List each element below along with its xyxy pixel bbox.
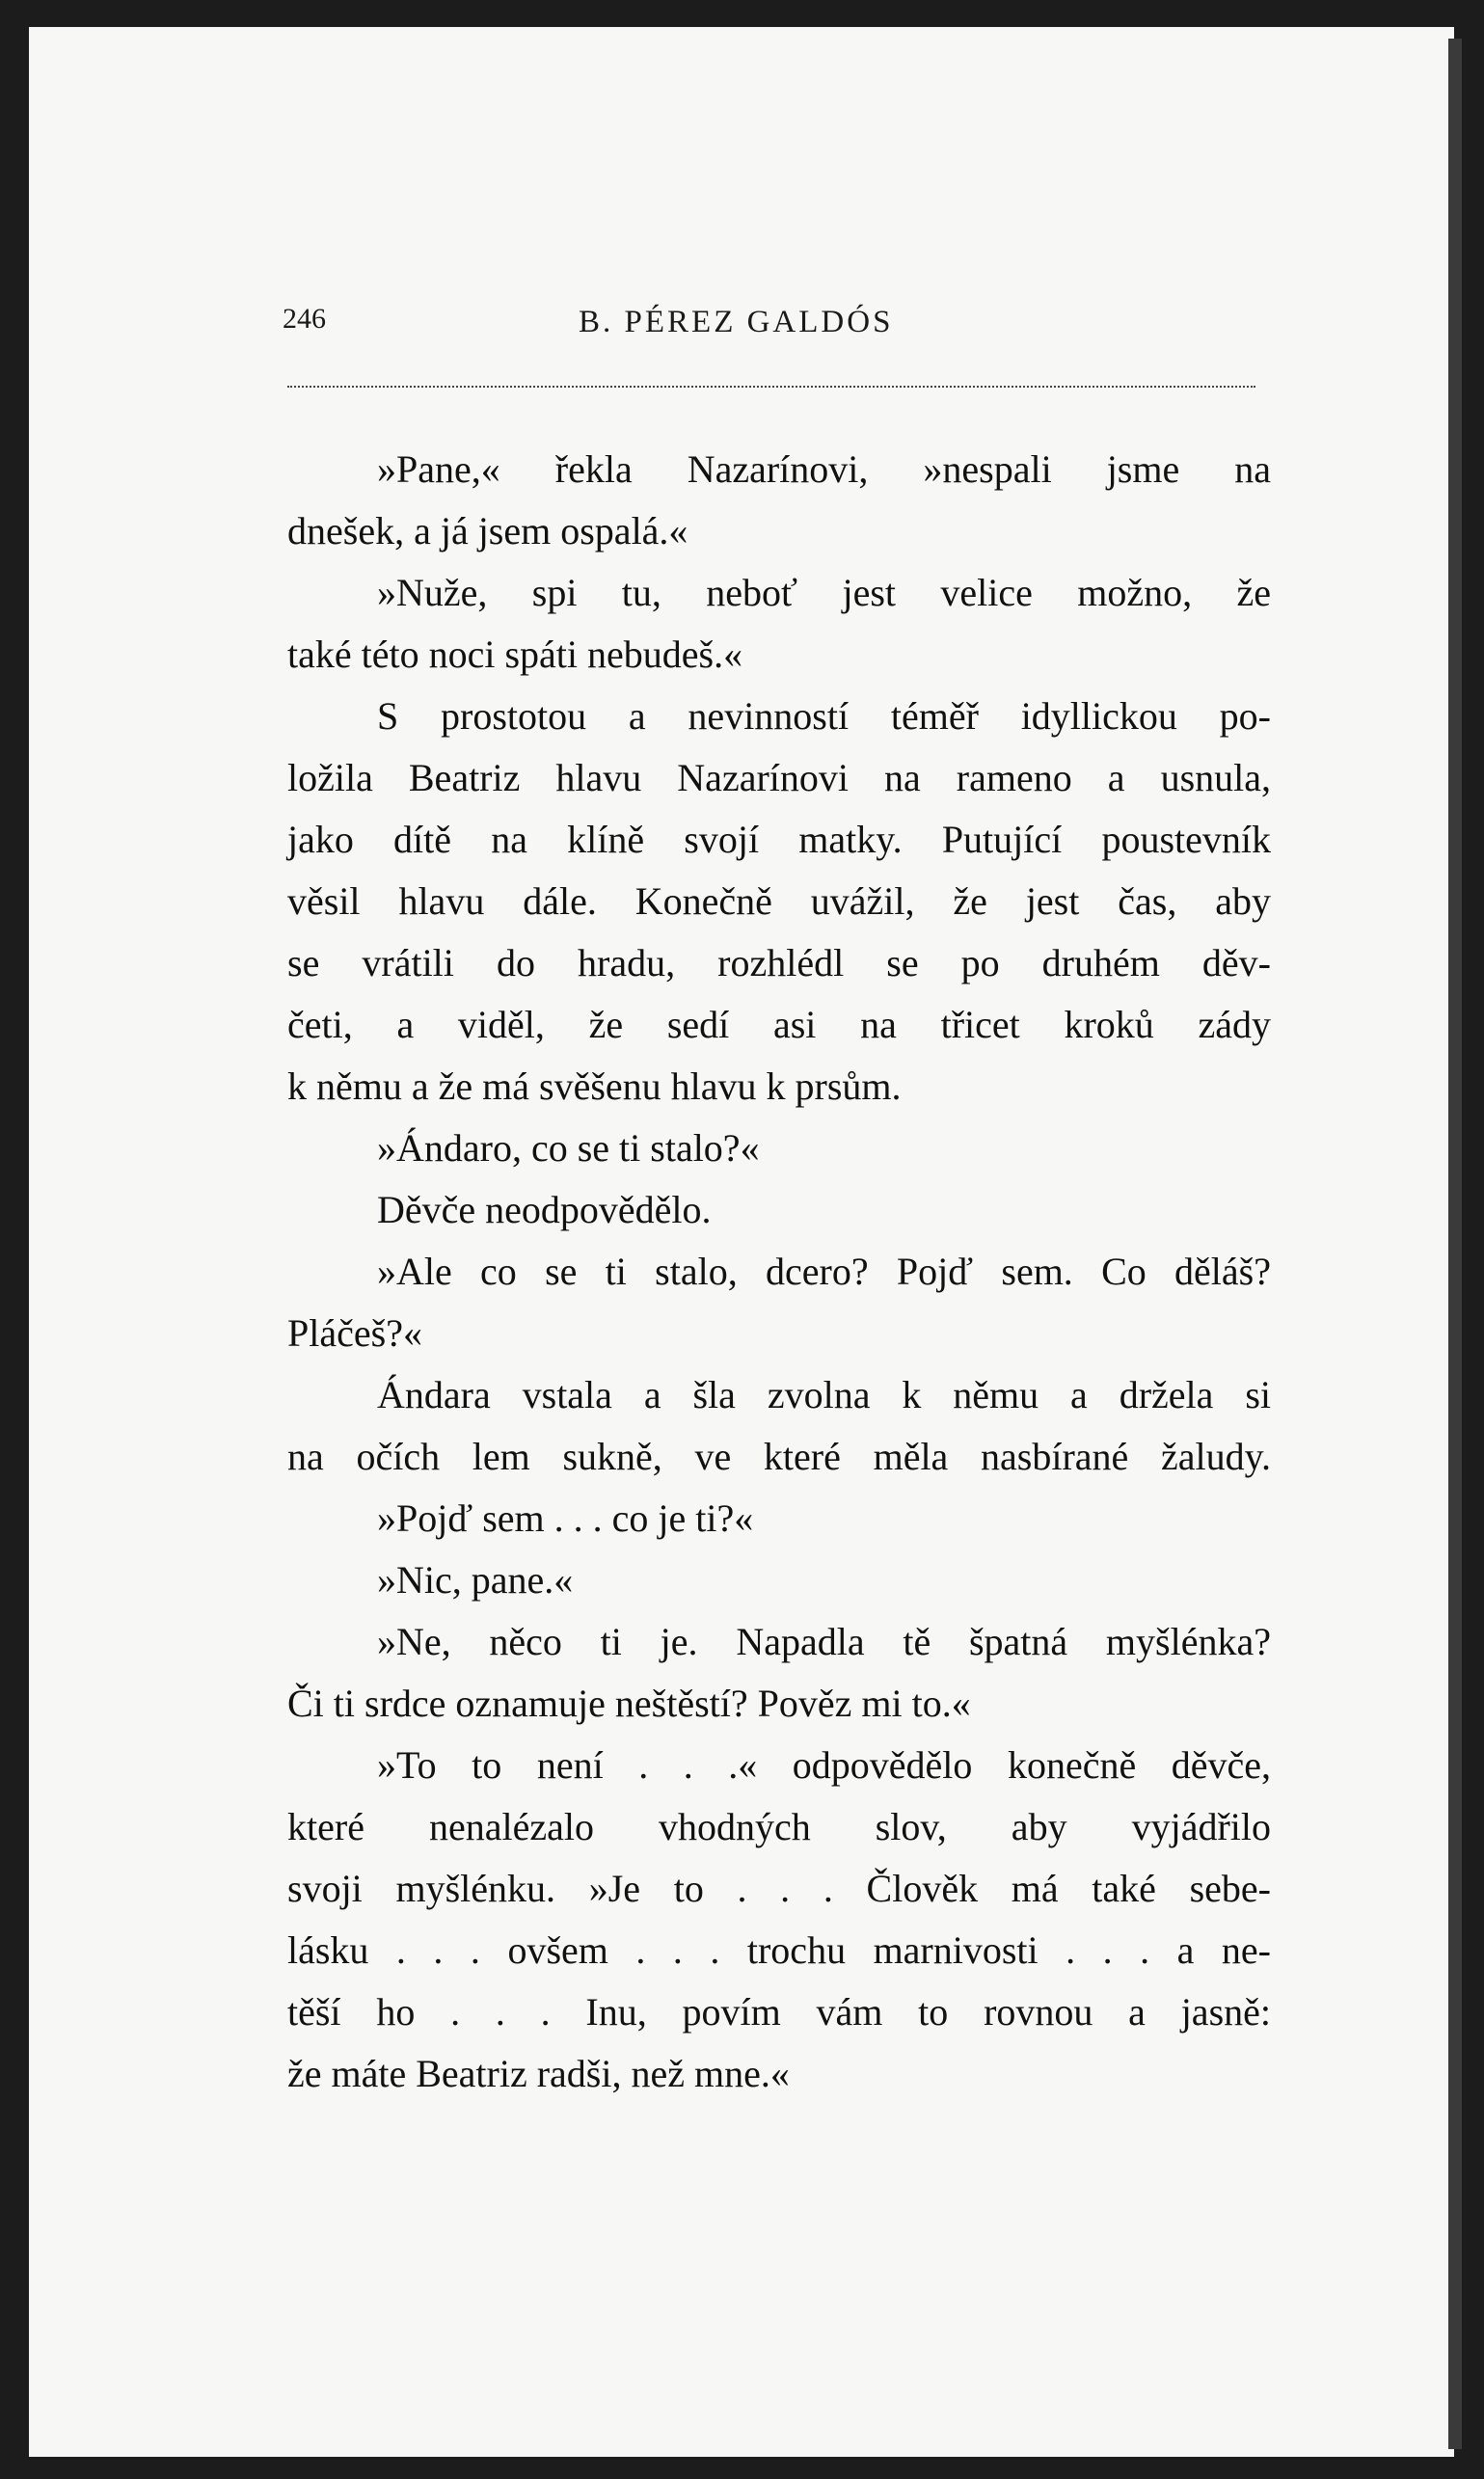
text-line: k němu a že má svěšenu hlavu k prsům. (287, 1064, 902, 1108)
text-line: se vrátili do hradu, rozhlédl se po druhém děv- (287, 941, 1271, 984)
text-line: svoji myšlénku. »Je to . . . Člověk má také sebe- (287, 1867, 1271, 1910)
page-number: 246 (283, 303, 326, 335)
text-line: četi, a viděl, že sedí asi na třicet kroků zády (287, 1003, 1271, 1046)
header-rule (287, 386, 1255, 388)
text-line: »Pane,« řekla Nazarínovi, »nespali jsme na (377, 447, 1271, 491)
text-line: »Ale co se ti stalo, dcero? Pojď sem. Co děláš? (377, 1250, 1271, 1293)
text-line: lásku . . . ovšem . . . trochu marnivosti . . . a ne- (287, 1928, 1271, 1972)
body-text (287, 439, 1271, 2105)
page-edge (1448, 39, 1462, 2449)
text-line: těší ho . . . Inu, povím vám to rovnou a jasně: (287, 1990, 1271, 2034)
text-line: Pláčeš?« (287, 1311, 422, 1355)
text-line: »Nic, pane.« (377, 1558, 574, 1602)
text-line: na očích lem sukně, ve které měla nasbírané žaludy. (287, 1435, 1271, 1478)
text-line: dnešek, a já jsem ospalá.« (287, 509, 688, 552)
text-line: které nenalézalo vhodných slov, aby vyjádřilo (287, 1805, 1271, 1848)
text-line: ložila Beatriz hlavu Nazarínovi na rameno a usnula, (287, 756, 1271, 799)
text-line: »Ne, něco ti je. Napadla tě špatná myšlénka? (377, 1620, 1271, 1663)
text-line: také této noci spáti nebudeš.« (287, 633, 743, 676)
text-line: Či ti srdce oznamuje neštěstí? Pověz mi to.« (287, 1682, 971, 1725)
running-head: B. PÉREZ GALDÓS (579, 305, 894, 339)
page-header (0, 295, 1484, 353)
text-line: Děvče neodpovědělo. (377, 1188, 712, 1231)
text-line: »Ándaro, co se ti stalo?« (377, 1126, 760, 1170)
text-line: věsil hlavu dále. Konečně uvážil, že jest čas, aby (287, 879, 1271, 923)
text-line: »Nuže, spi tu, neboť jest velice možno, že (377, 571, 1271, 614)
text-line: »To to není . . .« odpovědělo konečně děvče, (377, 1743, 1271, 1787)
text-line: Ándara vstala a šla zvolna k němu a držela si (377, 1373, 1271, 1416)
text-line: S prostotou a nevinností téměř idyllickou po- (377, 694, 1271, 738)
text-line: jako dítě na klíně svojí matky. Putující poustevník (287, 818, 1271, 861)
text-line: »Pojď sem . . . co je ti?« (377, 1496, 754, 1540)
text-line: že máte Beatriz radši, než mne.« (287, 2052, 790, 2095)
